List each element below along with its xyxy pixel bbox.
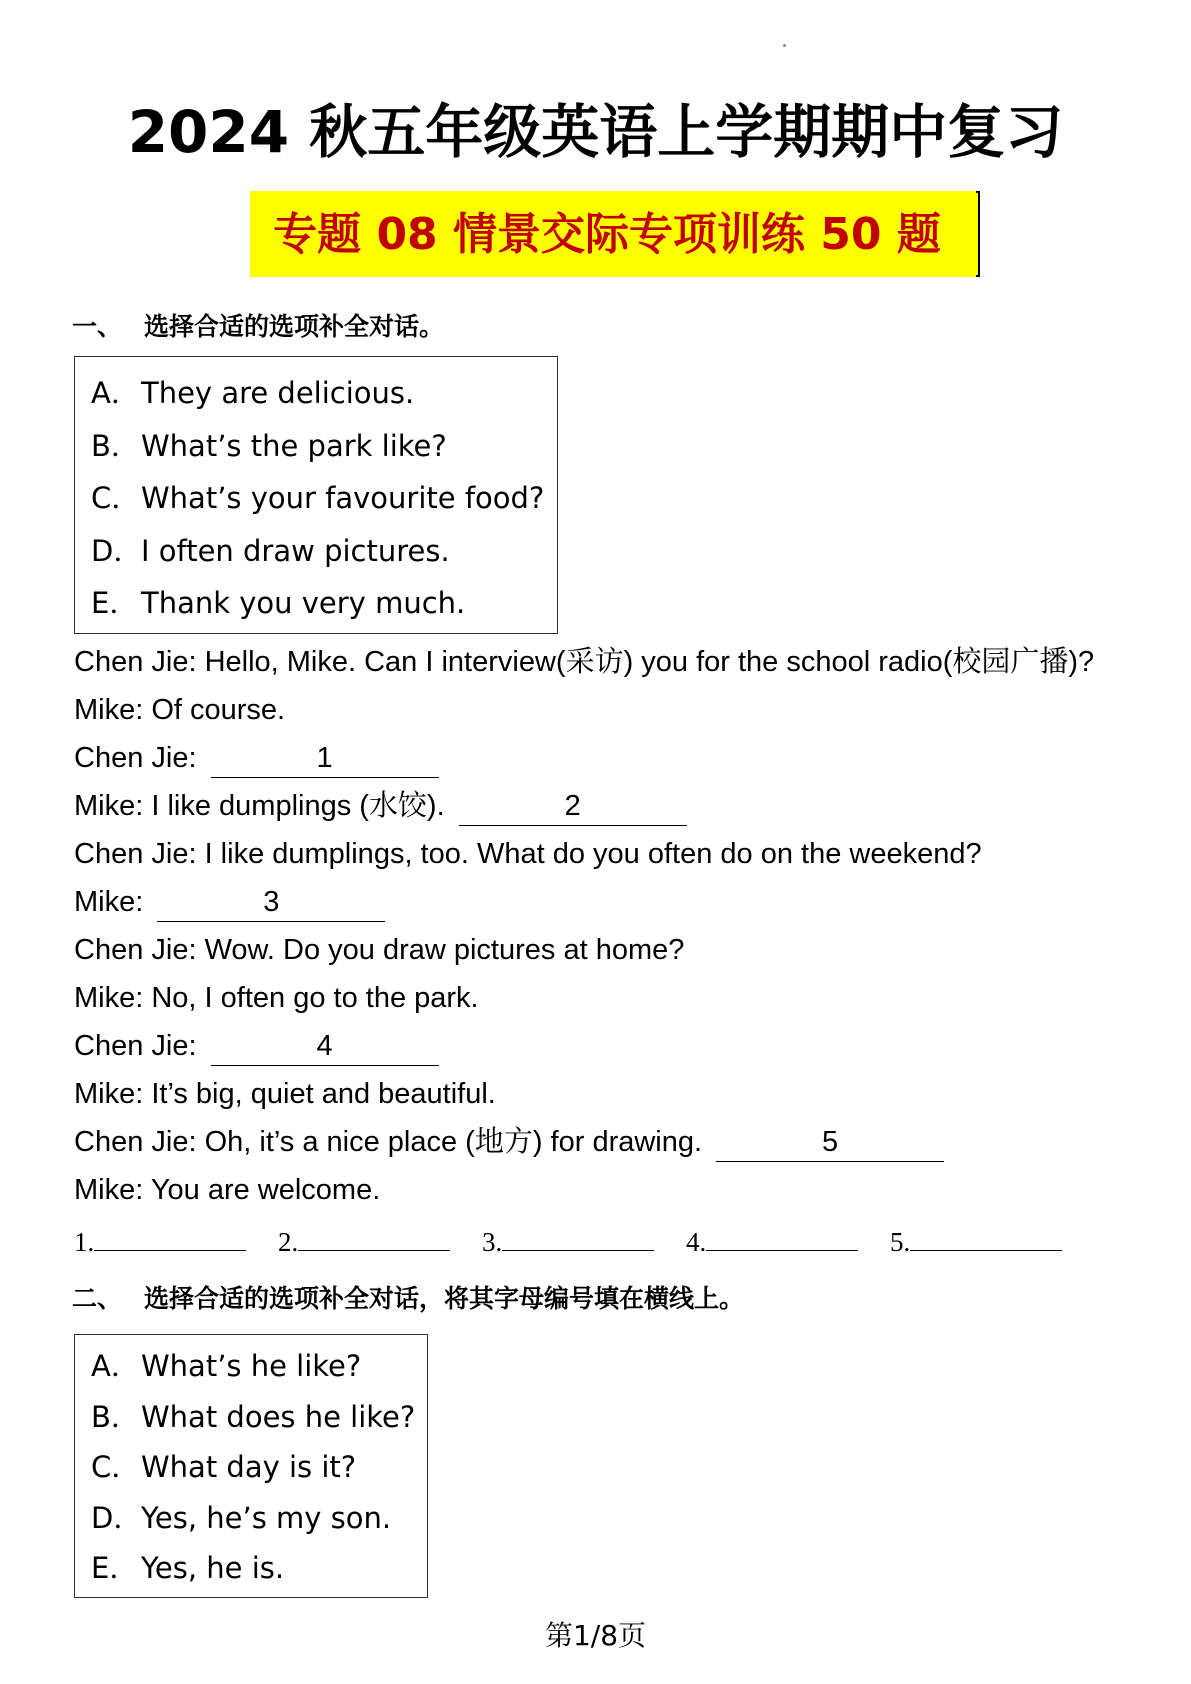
answer-slot-5 bbox=[890, 1224, 1094, 1260]
answer-blank-5[interactable]: 5 bbox=[716, 1123, 944, 1162]
section2-heading bbox=[72, 1282, 744, 1316]
dialogue-text: Chen Jie: bbox=[74, 1030, 197, 1062]
answer-line[interactable] bbox=[94, 1224, 246, 1251]
section2-instructions: 选择合适的选项补全对话，将其字母编号填在横线上。 bbox=[144, 1284, 745, 1313]
subtitle-text: 专题 08 情景交际专项训练 50 题 bbox=[273, 209, 941, 260]
dialogue-line-11 bbox=[74, 1118, 944, 1166]
answer-row bbox=[74, 1224, 1094, 1260]
option-letter: E． bbox=[91, 1551, 139, 1585]
dialogue-line-5 bbox=[74, 830, 982, 878]
dialogue-line-9 bbox=[74, 1022, 439, 1070]
dialogue-line-7 bbox=[74, 926, 684, 974]
answer-label: 1. bbox=[74, 1227, 95, 1257]
dialogue-text: Mike: No, I often go to the park. bbox=[74, 982, 479, 1014]
option-letter: E． bbox=[91, 586, 139, 620]
answer-slot-3 bbox=[482, 1224, 686, 1260]
option-letter: A． bbox=[91, 1349, 140, 1383]
option-letter: D． bbox=[91, 533, 143, 568]
dialogue-text: Chen Jie: bbox=[74, 742, 197, 774]
option-text: What’s your favourite food? bbox=[141, 481, 545, 515]
section1-number: 一、 bbox=[72, 312, 123, 341]
option-text: They are delicious. bbox=[141, 376, 415, 410]
option-text: Yes, he is. bbox=[141, 1551, 285, 1585]
option-e bbox=[91, 1543, 413, 1594]
section2-number: 二、 bbox=[72, 1284, 123, 1313]
answer-line[interactable] bbox=[502, 1224, 654, 1251]
option-text: What’s he like? bbox=[141, 1349, 362, 1383]
answer-label: 4. bbox=[686, 1227, 707, 1257]
option-a bbox=[91, 1341, 413, 1392]
option-text: What day is it? bbox=[141, 1450, 357, 1484]
option-text: Thank you very much. bbox=[141, 586, 466, 620]
option-e bbox=[91, 577, 543, 630]
option-text: What’s the park like? bbox=[141, 428, 447, 463]
option-c bbox=[91, 472, 543, 525]
option-a bbox=[91, 367, 543, 420]
dialogue-line-12 bbox=[74, 1166, 380, 1214]
option-letter: C． bbox=[91, 1450, 141, 1484]
option-text: I often draw pictures. bbox=[141, 533, 450, 568]
option-d bbox=[91, 525, 543, 578]
answer-blank-2[interactable]: 2 bbox=[459, 787, 687, 826]
page-indicator: 第1/8页 bbox=[544, 1619, 647, 1652]
answer-line[interactable] bbox=[298, 1224, 450, 1251]
dialogue-line-3 bbox=[74, 734, 439, 782]
answer-slot-2 bbox=[278, 1224, 482, 1260]
option-text: Yes, he’s my son. bbox=[141, 1500, 392, 1535]
option-d bbox=[91, 1493, 413, 1544]
dialogue-line-1 bbox=[74, 638, 1094, 686]
option-letter: A． bbox=[91, 376, 140, 410]
dialogue-text: Chen Jie: Wow. Do you draw pictures at home? bbox=[74, 934, 685, 966]
answer-blank-1[interactable]: 1 bbox=[211, 739, 439, 778]
dialogue-line-4 bbox=[74, 782, 687, 830]
dialogue-line-2 bbox=[74, 686, 285, 734]
answer-blank-3[interactable]: 3 bbox=[157, 883, 385, 922]
dialogue-text: Mike: bbox=[74, 886, 144, 918]
dialogue-text: Chen Jie: Oh, it’s a nice place (地方) for drawing. bbox=[74, 1126, 703, 1158]
option-letter: C． bbox=[91, 481, 141, 515]
dialogue-text: Mike: I like dumplings (水饺). bbox=[74, 790, 445, 822]
answer-label: 2. bbox=[278, 1227, 299, 1257]
option-letter: B． bbox=[91, 1399, 140, 1434]
section1-instructions: 选择合适的选项补全对话。 bbox=[144, 312, 445, 341]
answer-slot-1 bbox=[74, 1224, 278, 1260]
answer-line[interactable] bbox=[910, 1224, 1062, 1251]
answer-line[interactable] bbox=[706, 1224, 858, 1251]
answer-blank-4[interactable]: 4 bbox=[211, 1027, 439, 1066]
subtitle-banner bbox=[250, 191, 980, 277]
scan-speck bbox=[783, 44, 786, 47]
section1-options-box bbox=[74, 356, 558, 634]
option-letter: D． bbox=[91, 1500, 143, 1535]
dialogue-text: Mike: Of course. bbox=[74, 694, 286, 726]
option-c bbox=[91, 1442, 413, 1493]
section1-heading bbox=[72, 310, 444, 344]
document-title: 2024 秋五年级英语上学期期中复习 bbox=[127, 98, 1064, 166]
dialogue-text: Chen Jie: Hello, Mike. Can I interview(采访) you for the school radio(校园广播)? bbox=[74, 646, 1095, 678]
option-text: What does he like? bbox=[141, 1399, 416, 1434]
dialogue-text: Mike: It’s big, quiet and beautiful. bbox=[74, 1078, 496, 1110]
dialogue-text: Mike: You are welcome. bbox=[74, 1174, 381, 1206]
answer-label: 5. bbox=[890, 1227, 911, 1257]
dialogue-line-8 bbox=[74, 974, 479, 1022]
dialogue-text: Chen Jie: I like dumplings, too. What do you often do on the weekend? bbox=[74, 838, 982, 870]
answer-slot-4 bbox=[686, 1224, 890, 1260]
option-letter: B． bbox=[91, 428, 140, 463]
dialogue-line-6 bbox=[74, 878, 385, 926]
section2-options-box bbox=[74, 1334, 428, 1598]
option-b bbox=[91, 420, 543, 473]
dialogue-line-10 bbox=[74, 1070, 496, 1118]
option-b bbox=[91, 1392, 416, 1443]
answer-label: 3. bbox=[482, 1227, 503, 1257]
